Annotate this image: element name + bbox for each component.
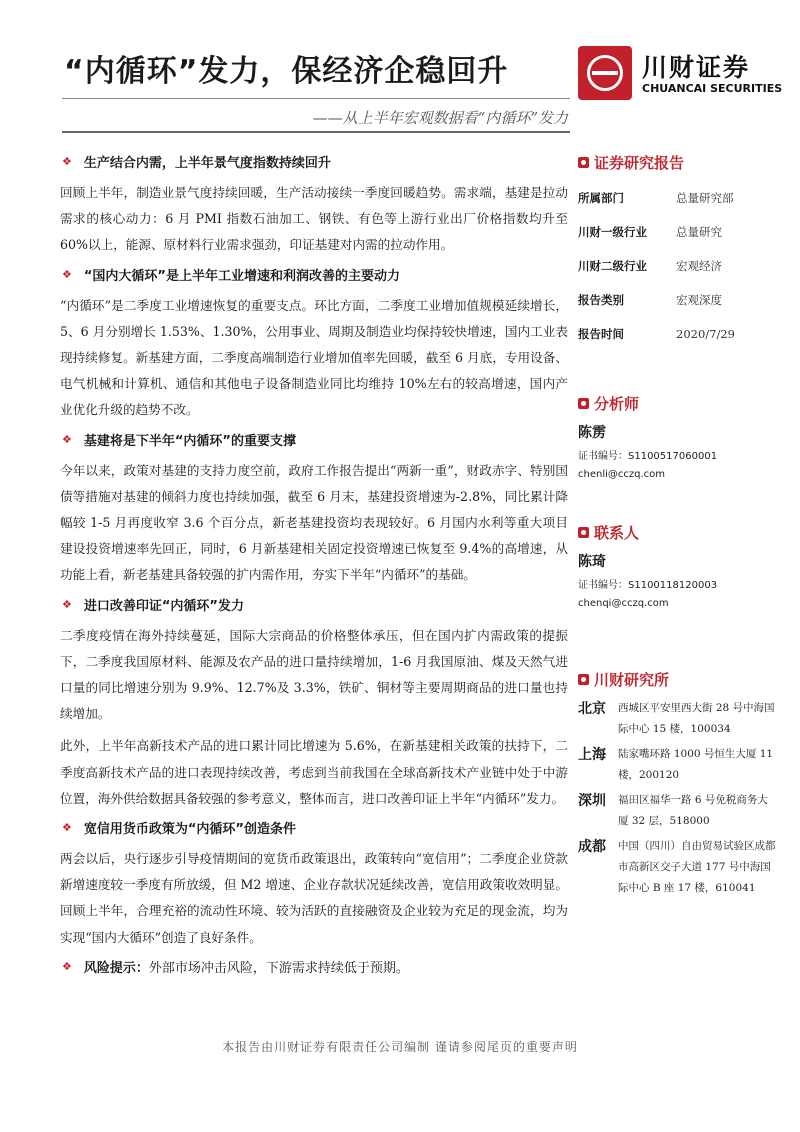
report-type-heading: 证券研究报告 [578, 152, 778, 173]
bullet-icon [578, 674, 589, 685]
bullet-icon [578, 398, 589, 409]
analyst-name: 陈雳 [578, 425, 606, 441]
report-subtitle: ——从上半年宏观数据看“内循环”发力 [312, 109, 568, 127]
contact-name: 陈琦 [578, 554, 606, 570]
diamond-bullet-icon: ❖ [62, 432, 72, 446]
office-item: 成都 中国（四川）自由贸易试验区成都市高新区交子大道 177 号中海国际中心 B 座 17 楼，610041 [578, 839, 776, 894]
analyst-email: chenli@cczq.com [578, 469, 666, 480]
info-row: 川财二级行业 宏观经济 [578, 259, 722, 273]
sidebar [578, 152, 778, 903]
section-paragraph: 二季度疫情在海外持续蔓延，国际大宗商品的价格整体承压，但在国内扩内需政策的提振下，二季度我国原材料、能源及农产品的进口量持续增加，1-6 月我国原油、煤及天然气进口量的同比增速分别为 9.9%、12.7%及 3.3%，铁矿、铜材等主要周期商品的进口量也持续增加。 [60, 627, 568, 722]
contact-heading: 联系人 [578, 522, 778, 543]
section-heading: ❖ 生产结合内需，上半年景气度指数持续回升 [62, 155, 331, 171]
section-paragraph: 今年以来，政策对基建的支持力度空前，政府工作报告提出“两新一重”，财政赤字、特别国债等措施对基建的倾斜力度也持续加强，截至 6 月末，基建投资增速为-2.8%，同比累计降幅较 1-5 月再度收窄 3.6 个百分点，新老基建投资均表现较好。6 月国内水利等重大项目建设投资增速率先回正，同时，6 月新基建相关固定投资增速已恢复至 9.4%的高增速，从功能上看，新老基建具备较强的扩内需作用，夯实下半年“内循环”的基础。 [60, 462, 568, 583]
diamond-bullet-icon: ❖ [62, 267, 72, 281]
section-paragraph: “内循环”是二季度工业增速恢复的重要支点。环比方面，二季度工业增加值规模延续增长，5、6 月分别增长 1.53%、1.30%，公用事业、周期及制造业均保持较快增速，国内工业表现持续修复。新基建方面，二季度高端制造行业增加值率先回暖，截至 6 月底，专用设备、电气机械和计算机、通信和其他电子设备制造业同比均维持 10%左右的较高增速，国内产业优化升级的趋势不改。 [60, 297, 568, 418]
bullet-icon [578, 527, 589, 538]
page-footer: 本报告由川财证券有限责任公司编制 谨请参阅尾页的重要声明 [222, 1040, 578, 1054]
analyst-cert: 证书编号：S1100517060001 [578, 451, 718, 462]
company-logo [578, 44, 783, 104]
bullet-icon [578, 157, 589, 168]
logo-mark-icon [578, 46, 632, 100]
diamond-bullet-icon: ❖ [62, 959, 72, 973]
institute-heading: 川财研究所 [578, 669, 778, 690]
info-row: 报告时间 2020/7/29 [578, 327, 735, 341]
logo-name-en: CHUANCAI SECURITIES [642, 82, 783, 95]
main-content [60, 148, 568, 985]
diamond-bullet-icon: ❖ [62, 597, 72, 611]
report-title: “内循环”发力，保经济企稳回升 [64, 54, 509, 89]
section-heading: ❖ 进口改善印证“内循环”发力 [62, 597, 244, 614]
section-paragraph: 此外，上半年高新技术产品的进口累计同比增速为 5.6%，在新基建相关政策的扶持下，二季度高新技术产品的进口表现持续改善，考虑到当前我国在全球高新技术产业链中处于中游位置，海外供给数据具备较强的参考意义，整体而言，进口改善印证上半年“内循环”发力。 [60, 738, 568, 806]
logo-name-cn: 川财证券 [642, 53, 751, 82]
office-item: 北京 西城区平安里西大街 28 号中海国际中心 15 楼，100034 [578, 701, 775, 735]
section-paragraph: 两会以后，央行逐步引导疫情期间的宽货币政策退出，政策转向“宽信用”；二季度企业贷款新增速度较一季度有所放缓，但 M2 增速、企业存款状况延续改善，宽信用政策收效明显。回顾上半年，合理充裕的流动性环境、较为活跃的直接融资及企业较为充足的现金流，均为实现“国内大循环”创造了良好条件。 [60, 851, 568, 945]
office-item: 上海 陆家嘴环路 1000 号恒生大厦 11 楼，200120 [578, 747, 774, 781]
section-heading: ❖ 基建将是下半年“内循环”的重要支撑 [62, 432, 296, 449]
contact-cert: 证书编号：S1100118120003 [578, 580, 718, 591]
diamond-bullet-icon: ❖ [62, 155, 72, 168]
section-heading: ❖ “国内大循环”是上半年工业增速和利润改善的主要动力 [62, 267, 400, 284]
contact-email: chenqi@cczq.com [578, 598, 669, 609]
title-divider [62, 98, 570, 99]
info-row: 报告类别 宏观深度 [578, 293, 722, 307]
office-item: 深圳 福田区福华一路 6 号免税商务大厦 32 层，518000 [578, 793, 768, 827]
analyst-heading: 分析师 [578, 393, 778, 414]
info-row: 川财一级行业 总量研究 [578, 225, 722, 239]
risk-notice: ❖ 风险提示： 外部市场冲击风险，下游需求持续低于预期。 [62, 959, 409, 976]
diamond-bullet-icon: ❖ [62, 821, 72, 835]
section-heading: ❖ 宽信用货币政策为“内循环”创造条件 [62, 821, 296, 838]
info-row: 所属部门 总量研究部 [578, 191, 734, 205]
subtitle-divider [62, 131, 570, 133]
section-paragraph: 回顾上半年，制造业景气度持续回暖，生产活动接续一季度回暖趋势。需求端，基建是拉动需求的核心动力：6 月 PMI 指数石油加工、钢铁、有色等上游行业出厂价格指数均升至 60%以上，能源、原材料行业需求强劲，印证基建对内需的拉动作用。 [60, 185, 568, 253]
